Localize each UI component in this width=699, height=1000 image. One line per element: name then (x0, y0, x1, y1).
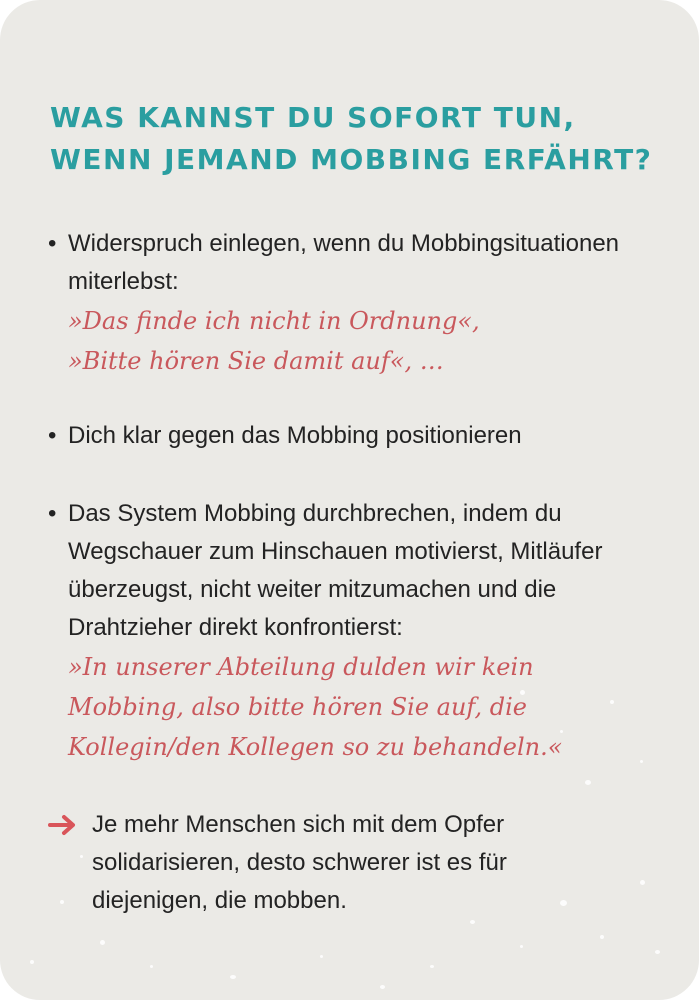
item-text-line: Dich klar gegen das Mobbing positionieren (68, 422, 522, 449)
item-text (68, 495, 658, 647)
item-text (68, 225, 658, 301)
quote-line: »Das finde ich nicht in Ordnung«, (68, 307, 480, 335)
heading-line-1: WAS KANNST DU SOFORT TUN, (50, 101, 576, 134)
conclusion-line: Je mehr Menschen sich mit dem Opfer (92, 811, 505, 838)
heading-line-2: WENN JEMAND MOBBING ERFÄHRT? (50, 143, 653, 176)
item-quote (68, 301, 658, 381)
item-text-line: überzeugst, nicht weiter mitzumachen und die (68, 576, 557, 603)
arrow-right-icon (48, 814, 78, 836)
item-text (68, 417, 658, 455)
item-quote (68, 647, 658, 767)
item-text-line: Widerspruch einlegen, wenn du Mobbingsituationen (68, 230, 620, 257)
conclusion-line: solidarisieren, desto schwerer ist es für (92, 849, 507, 876)
item-text-line: Wegschauer zum Hinschauen motivierst, Mitläufer (68, 538, 603, 565)
quote-line: »In unserer Abteilung dulden wir kein (68, 653, 534, 681)
quote-line: »Bitte hören Sie damit auf«, … (68, 347, 444, 375)
conclusion-line: diejenigen, die mobben. (92, 887, 347, 914)
quote-line: Kollegin/den Kollegen so zu behandeln.« (68, 733, 563, 761)
item-text-line: Das System Mobbing durchbrechen, indem du (68, 500, 562, 527)
quote-line: Mobbing, also bitte hören Sie auf, die (68, 693, 527, 721)
bullet: • (48, 230, 57, 257)
item-text-line: Drahtzieher direkt konfrontierst: (68, 614, 403, 641)
item-text-line: miterlebst: (68, 268, 179, 295)
bullet: • (48, 422, 57, 449)
conclusion-text (92, 806, 652, 920)
heading (50, 97, 660, 181)
bullet: • (48, 500, 57, 527)
